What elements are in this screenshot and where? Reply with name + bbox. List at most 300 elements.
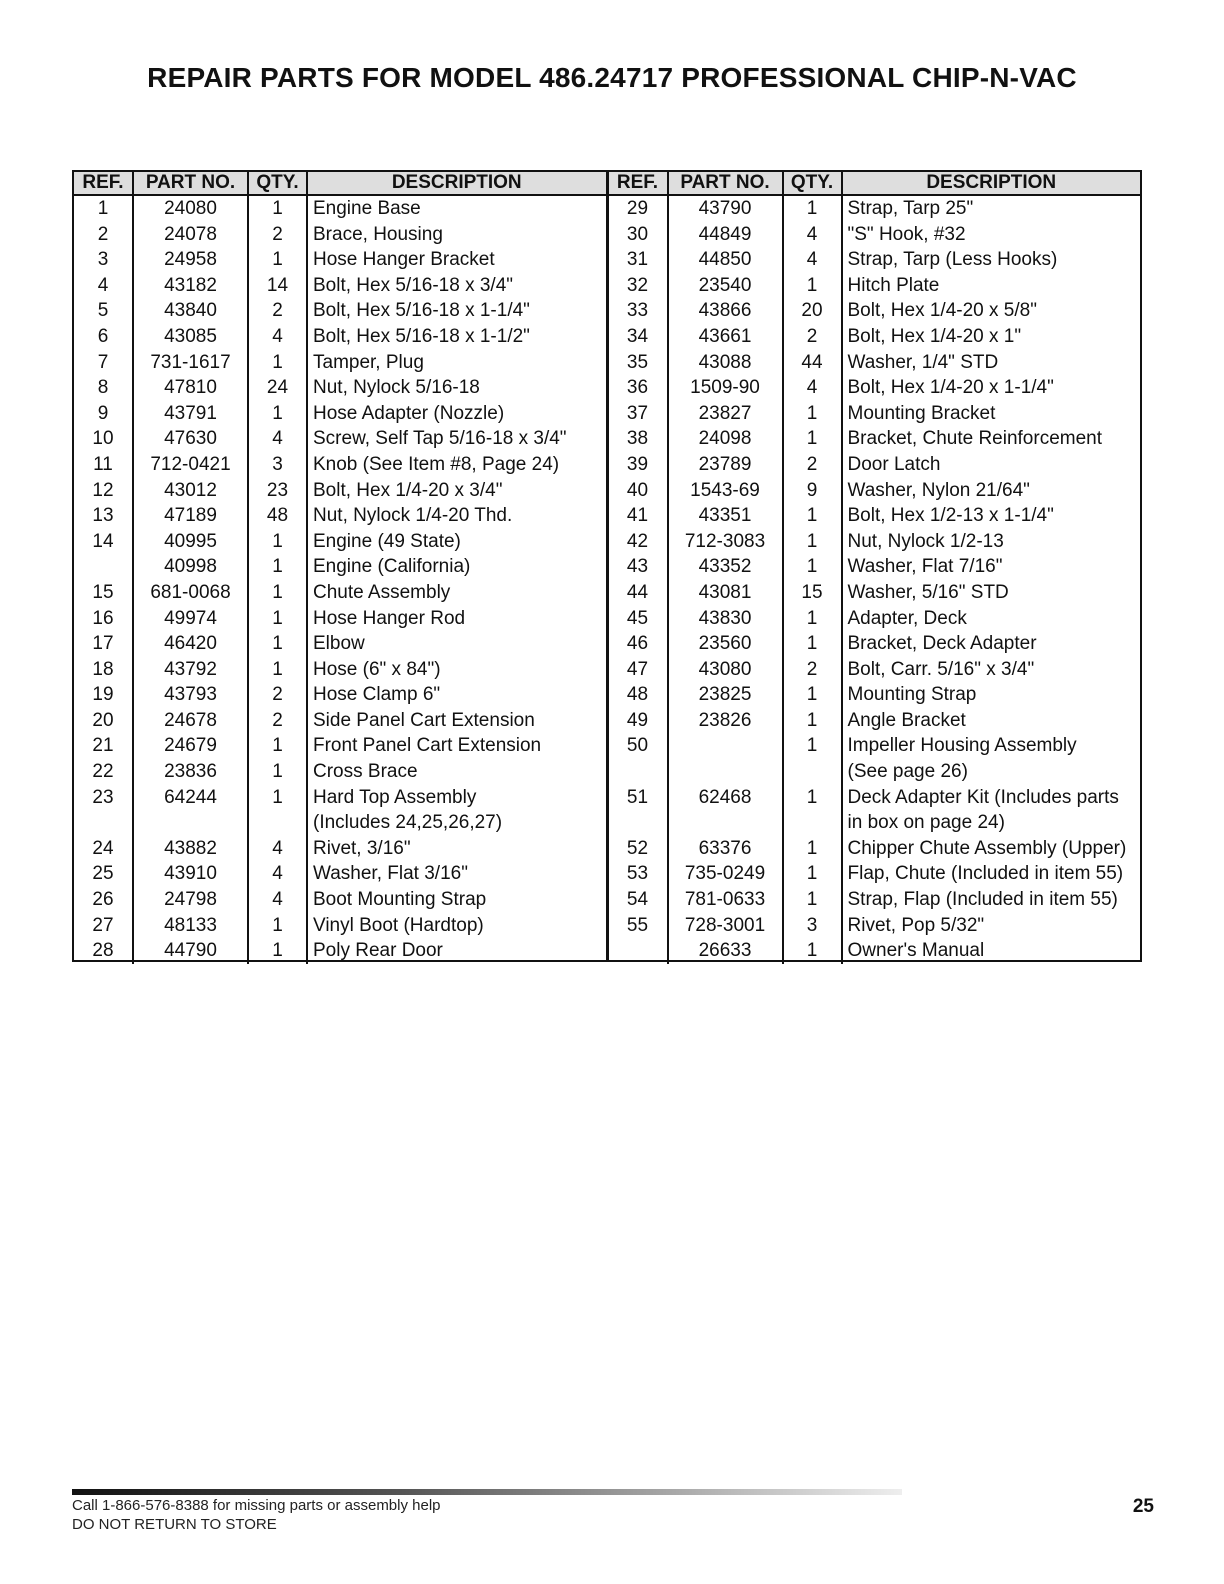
description-cell: Washer, 5/16" STD	[842, 580, 1141, 606]
description-cell: Front Panel Cart Extension	[307, 733, 606, 759]
ref-cell: 1	[97, 198, 109, 219]
description-cell: Engine (California)	[307, 554, 606, 580]
qty-cell: 20	[783, 298, 842, 324]
description-cell: Bolt, Hex 5/16-18 x 1-1/2"	[307, 324, 606, 350]
table-row	[609, 426, 1141, 452]
table-row	[74, 195, 606, 222]
description-cell: Tamper, Plug	[307, 350, 606, 376]
part-no-cell: 712-3083	[668, 529, 783, 555]
description-cell: Nut, Nylock 5/16-18	[307, 375, 606, 401]
part-no-cell: 43866	[668, 298, 783, 324]
qty-cell: 1	[783, 606, 842, 632]
qty-cell: 1	[783, 503, 842, 529]
table-row	[74, 759, 606, 785]
parts-table	[72, 170, 1142, 962]
header-row	[609, 172, 1141, 195]
table-row	[609, 529, 1141, 555]
part-no-cell: 23826	[668, 708, 783, 734]
description-cell: Vinyl Boot (Hardtop)	[307, 913, 606, 939]
description-cell: "S" Hook, #32	[842, 222, 1141, 248]
ref-cell: 31	[626, 249, 649, 271]
table-row	[74, 273, 606, 299]
part-no-cell: 46420	[133, 631, 248, 657]
ref-cell: 50	[626, 735, 649, 757]
description-cell: Bolt, Hex 1/4-20 x 3/4"	[307, 478, 606, 504]
qty-cell: 1	[248, 785, 307, 811]
description-header: DESCRIPTION	[842, 172, 1141, 195]
ref-cell: 53	[626, 863, 649, 885]
description-cell: Bolt, Hex 5/16-18 x 3/4"	[307, 273, 606, 299]
description-cell: Hose Adapter (Nozzle)	[307, 401, 606, 427]
qty-cell: 1	[783, 733, 842, 759]
description-cell: (Includes 24,25,26,27)	[307, 810, 606, 836]
ref-cell: 16	[92, 607, 114, 629]
description-cell: Rivet, Pop 5/32"	[842, 913, 1141, 939]
table-row	[74, 938, 606, 964]
description-cell: Chipper Chute Assembly (Upper)	[842, 836, 1141, 862]
qty-cell: 4	[783, 375, 842, 401]
part-no-cell: 43882	[133, 836, 248, 862]
help-line: Call 1-866-576-8388 for missing parts or assembly help	[72, 1497, 441, 1514]
part-no-cell: 1509-90	[668, 375, 783, 401]
ref-header: REF.	[74, 172, 133, 195]
qty-cell: 1	[783, 554, 842, 580]
description-cell: Hitch Plate	[842, 273, 1141, 299]
part-no-cell	[668, 733, 783, 759]
ref-cell: 25	[92, 863, 114, 885]
part-no-cell: 43840	[133, 298, 248, 324]
part-no-cell: 681-0068	[133, 580, 248, 606]
ref-cell	[609, 810, 668, 836]
ref-cell: 49	[626, 709, 649, 731]
ref-cell: 44	[626, 581, 649, 603]
ref-cell: 39	[626, 453, 649, 475]
qty-cell: 23	[248, 478, 307, 504]
table-row	[609, 580, 1141, 606]
part-no-cell: 23789	[668, 452, 783, 478]
table-row	[609, 733, 1141, 759]
description-cell: Bolt, Hex 1/4-20 x 5/8"	[842, 298, 1141, 324]
table-row	[74, 708, 606, 734]
description-cell: Bolt, Hex 5/16-18 x 1-1/4"	[307, 298, 606, 324]
qty-cell: 2	[783, 324, 842, 350]
ref-cell: 21	[92, 735, 114, 757]
qty-cell: 2	[248, 222, 307, 248]
table-row	[609, 631, 1141, 657]
qty-cell: 1	[783, 426, 842, 452]
description-cell: Mounting Bracket	[842, 401, 1141, 427]
table-row	[74, 375, 606, 401]
part-no-cell: 43792	[133, 657, 248, 683]
ref-cell: 26	[92, 889, 114, 911]
description-cell: Engine Base	[307, 195, 606, 222]
part-no-cell: 43352	[668, 554, 783, 580]
qty-cell: 1	[248, 247, 307, 273]
description-cell: Nut, Nylock 1/4-20 Thd.	[307, 503, 606, 529]
table-row	[609, 682, 1141, 708]
part-no-header: PART NO.	[668, 172, 783, 195]
qty-cell: 48	[248, 503, 307, 529]
description-cell: Washer, Nylon 21/64"	[842, 478, 1141, 504]
table-row	[609, 708, 1141, 734]
qty-cell: 2	[248, 298, 307, 324]
part-no-cell: 43830	[668, 606, 783, 632]
qty-cell: 1	[783, 195, 842, 222]
part-no-cell: 24679	[133, 733, 248, 759]
part-no-cell: 1543-69	[668, 478, 783, 504]
part-no-cell: 43661	[668, 324, 783, 350]
part-no-cell	[668, 810, 783, 836]
part-no-cell: 23825	[668, 682, 783, 708]
ref-cell: 48	[626, 684, 649, 706]
ref-cell: 7	[97, 351, 109, 373]
ref-cell: 20	[92, 709, 114, 731]
part-no-cell: 731-1617	[133, 350, 248, 376]
qty-cell: 1	[248, 733, 307, 759]
qty-cell: 4	[783, 222, 842, 248]
qty-cell: 14	[248, 273, 307, 299]
part-no-cell	[133, 810, 248, 836]
ref-cell: 47	[626, 658, 649, 680]
table-row	[609, 478, 1141, 504]
qty-cell: 1	[248, 606, 307, 632]
qty-cell: 2	[783, 657, 842, 683]
part-no-cell: 47189	[133, 503, 248, 529]
ref-cell: 10	[92, 428, 114, 450]
description-cell: Elbow	[307, 631, 606, 657]
description-cell: Adapter, Deck	[842, 606, 1141, 632]
table-row	[609, 810, 1141, 836]
ref-cell: 40	[626, 479, 649, 501]
part-no-cell: 43085	[133, 324, 248, 350]
description-cell: Owner's Manual	[842, 938, 1141, 964]
part-no-cell: 23836	[133, 759, 248, 785]
qty-cell	[783, 810, 842, 836]
description-cell: Cross Brace	[307, 759, 606, 785]
ref-cell: 24	[92, 837, 114, 859]
part-no-cell: 24098	[668, 426, 783, 452]
table-row	[609, 401, 1141, 427]
part-no-cell: 48133	[133, 913, 248, 939]
description-cell: Hose Hanger Rod	[307, 606, 606, 632]
ref-cell: 18	[92, 658, 114, 680]
part-no-cell: 24958	[133, 247, 248, 273]
table-row	[609, 298, 1141, 324]
ref-cell: 52	[626, 837, 649, 859]
description-cell: Knob (See Item #8, Page 24)	[307, 452, 606, 478]
table-row	[609, 938, 1141, 964]
ref-cell: 23	[92, 786, 114, 808]
part-no-cell: 26633	[668, 938, 783, 964]
ref-cell: 15	[92, 581, 114, 603]
ref-cell: 27	[92, 914, 114, 936]
table-row	[74, 785, 606, 811]
qty-cell: 9	[783, 478, 842, 504]
part-no-cell: 781-0633	[668, 887, 783, 913]
ref-cell: 2	[97, 223, 109, 245]
table-row	[609, 247, 1141, 273]
description-cell: Angle Bracket	[842, 708, 1141, 734]
description-cell: (See page 26)	[842, 759, 1141, 785]
ref-cell: 5	[97, 300, 109, 322]
part-no-cell: 712-0421	[133, 452, 248, 478]
qty-cell: 1	[783, 682, 842, 708]
table-row	[74, 478, 606, 504]
parts-table-right-grid	[609, 172, 1141, 964]
description-cell: Hose Hanger Bracket	[307, 247, 606, 273]
description-cell: Hose (6" x 84")	[307, 657, 606, 683]
table-row	[74, 631, 606, 657]
table-row	[74, 810, 606, 836]
header-row	[74, 172, 606, 195]
part-no-cell: 43012	[133, 478, 248, 504]
description-cell: Nut, Nylock 1/2-13	[842, 529, 1141, 555]
description-cell: Deck Adapter Kit (Includes parts	[842, 785, 1141, 811]
part-no-cell: 47630	[133, 426, 248, 452]
table-row	[74, 401, 606, 427]
part-no-cell: 43351	[668, 503, 783, 529]
description-cell: Poly Rear Door	[307, 938, 606, 964]
ref-cell	[609, 938, 668, 964]
qty-cell: 4	[248, 836, 307, 862]
description-cell: Bracket, Chute Reinforcement	[842, 426, 1141, 452]
table-row	[609, 503, 1141, 529]
table-row	[609, 195, 1141, 222]
ref-cell: 38	[626, 428, 649, 450]
ref-cell: 41	[626, 505, 649, 527]
description-cell: Flap, Chute (Included in item 55)	[842, 861, 1141, 887]
part-no-cell: 43793	[133, 682, 248, 708]
table-row	[609, 785, 1141, 811]
table-row	[609, 657, 1141, 683]
description-header: DESCRIPTION	[307, 172, 606, 195]
table-row	[74, 298, 606, 324]
qty-cell: 1	[248, 195, 307, 222]
table-row	[74, 913, 606, 939]
part-no-cell: 23560	[668, 631, 783, 657]
ref-cell	[609, 759, 668, 785]
table-row	[74, 733, 606, 759]
part-no-cell: 23827	[668, 401, 783, 427]
ref-cell: 55	[626, 914, 649, 936]
qty-cell: 1	[783, 529, 842, 555]
qty-cell: 1	[248, 759, 307, 785]
description-cell: Rivet, 3/16"	[307, 836, 606, 862]
ref-cell: 9	[97, 402, 109, 424]
description-cell: Brace, Housing	[307, 222, 606, 248]
part-no-cell: 40995	[133, 529, 248, 555]
table-row	[74, 554, 606, 580]
qty-header: QTY.	[783, 172, 842, 195]
description-cell: Strap, Tarp (Less Hooks)	[842, 247, 1141, 273]
qty-cell: 1	[783, 631, 842, 657]
description-cell: Impeller Housing Assembly	[842, 733, 1141, 759]
ref-cell: 34	[626, 325, 649, 347]
part-no-cell: 24678	[133, 708, 248, 734]
description-cell: Bolt, Carr. 5/16" x 3/4"	[842, 657, 1141, 683]
ref-cell: 11	[93, 453, 113, 475]
qty-cell: 4	[248, 324, 307, 350]
table-row	[609, 222, 1141, 248]
ref-cell: 46	[626, 633, 649, 655]
part-no-cell: 64244	[133, 785, 248, 811]
qty-cell: 4	[248, 861, 307, 887]
description-cell: Screw, Self Tap 5/16-18 x 3/4"	[307, 426, 606, 452]
description-cell: Bolt, Hex 1/4-20 x 1-1/4"	[842, 375, 1141, 401]
description-cell: Bolt, Hex 1/2-13 x 1-1/4"	[842, 503, 1141, 529]
description-cell: Bolt, Hex 1/4-20 x 1"	[842, 324, 1141, 350]
description-cell: Washer, Flat 3/16"	[307, 861, 606, 887]
qty-cell	[783, 759, 842, 785]
qty-cell: 1	[783, 708, 842, 734]
qty-cell: 4	[783, 247, 842, 273]
qty-cell: 4	[248, 426, 307, 452]
description-cell: Strap, Flap (Included in item 55)	[842, 887, 1141, 913]
footer-divider	[72, 1489, 902, 1495]
qty-cell: 1	[783, 401, 842, 427]
table-row	[74, 887, 606, 913]
part-no-cell: 40998	[133, 554, 248, 580]
qty-cell: 3	[248, 452, 307, 478]
ref-cell: 4	[97, 274, 109, 296]
part-no-cell: 43791	[133, 401, 248, 427]
ref-cell: 12	[92, 479, 114, 501]
qty-cell: 1	[783, 785, 842, 811]
ref-cell: 14	[92, 530, 114, 552]
table-row	[609, 554, 1141, 580]
ref-cell: 29	[626, 198, 649, 219]
table-row	[74, 452, 606, 478]
qty-cell: 1	[783, 938, 842, 964]
qty-cell: 1	[248, 913, 307, 939]
qty-cell: 1	[248, 631, 307, 657]
ref-cell	[74, 810, 133, 836]
part-no-cell: 44850	[668, 247, 783, 273]
table-row	[74, 247, 606, 273]
qty-cell: 2	[248, 682, 307, 708]
description-cell: Washer, 1/4" STD	[842, 350, 1141, 376]
table-row	[74, 426, 606, 452]
table-row	[609, 452, 1141, 478]
table-row	[609, 861, 1141, 887]
parts-list-left	[74, 195, 606, 964]
description-cell: in box on page 24)	[842, 810, 1141, 836]
description-cell: Bracket, Deck Adapter	[842, 631, 1141, 657]
table-row	[74, 324, 606, 350]
qty-cell: 2	[248, 708, 307, 734]
table-row	[74, 836, 606, 862]
table-row	[609, 324, 1141, 350]
qty-cell: 1	[248, 657, 307, 683]
qty-cell: 2	[783, 452, 842, 478]
ref-cell: 54	[626, 889, 649, 911]
qty-cell: 15	[783, 580, 842, 606]
table-row	[609, 273, 1141, 299]
description-cell: Hard Top Assembly	[307, 785, 606, 811]
part-no-cell: 24078	[133, 222, 248, 248]
ref-cell: 8	[97, 377, 109, 399]
qty-cell: 44	[783, 350, 842, 376]
ref-cell: 36	[626, 377, 649, 399]
parts-table-left	[74, 172, 606, 960]
part-no-cell: 24798	[133, 887, 248, 913]
ref-cell	[74, 554, 133, 580]
qty-cell: 24	[248, 375, 307, 401]
parts-table-right	[606, 172, 1141, 960]
description-cell: Mounting Strap	[842, 682, 1141, 708]
ref-cell: 6	[97, 325, 109, 347]
qty-cell: 1	[783, 887, 842, 913]
page-number: 25	[1132, 1496, 1154, 1517]
description-cell: Boot Mounting Strap	[307, 887, 606, 913]
ref-cell: 32	[626, 274, 649, 296]
part-no-cell: 728-3001	[668, 913, 783, 939]
ref-cell: 43	[626, 556, 649, 578]
part-no-cell: 43790	[668, 195, 783, 222]
table-row	[74, 350, 606, 376]
part-no-cell: 43081	[668, 580, 783, 606]
part-no-cell: 735-0249	[668, 861, 783, 887]
table-row	[74, 861, 606, 887]
parts-table-left-grid	[74, 172, 606, 964]
ref-cell: 28	[92, 940, 114, 962]
return-notice: DO NOT RETURN TO STORE	[72, 1516, 277, 1533]
qty-cell	[248, 810, 307, 836]
qty-cell: 4	[248, 887, 307, 913]
table-row	[609, 887, 1141, 913]
page-title: REPAIR PARTS FOR MODEL 486.24717 PROFESSIONAL CHIP-N-VAC	[147, 62, 1077, 93]
parts-list-right	[609, 195, 1141, 964]
part-no-cell	[668, 759, 783, 785]
qty-cell: 1	[783, 861, 842, 887]
table-row	[609, 606, 1141, 632]
ref-cell: 42	[626, 530, 649, 552]
table-row	[74, 682, 606, 708]
description-cell: Chute Assembly	[307, 580, 606, 606]
part-no-cell: 63376	[668, 836, 783, 862]
ref-header: REF.	[609, 172, 668, 195]
ref-cell: 30	[626, 223, 649, 245]
part-no-cell: 43080	[668, 657, 783, 683]
ref-cell: 51	[626, 786, 649, 808]
ref-cell: 33	[626, 300, 649, 322]
description-cell: Door Latch	[842, 452, 1141, 478]
description-cell: Hose Clamp 6"	[307, 682, 606, 708]
description-cell: Engine (49 State)	[307, 529, 606, 555]
table-row	[74, 657, 606, 683]
ref-cell: 17	[92, 633, 114, 655]
table-row	[74, 222, 606, 248]
part-no-cell: 43088	[668, 350, 783, 376]
description-cell: Washer, Flat 7/16"	[842, 554, 1141, 580]
part-no-cell: 47810	[133, 375, 248, 401]
qty-cell: 3	[783, 913, 842, 939]
ref-cell: 45	[626, 607, 649, 629]
table-row	[609, 375, 1141, 401]
qty-cell: 1	[783, 836, 842, 862]
qty-cell: 1	[248, 554, 307, 580]
ref-cell: 13	[92, 505, 114, 527]
qty-cell: 1	[248, 938, 307, 964]
description-cell: Strap, Tarp 25"	[842, 195, 1141, 222]
qty-cell: 1	[248, 580, 307, 606]
part-no-cell: 49974	[133, 606, 248, 632]
qty-cell: 1	[248, 401, 307, 427]
part-no-cell: 23540	[668, 273, 783, 299]
table-row	[609, 913, 1141, 939]
table-row	[609, 350, 1141, 376]
qty-cell: 1	[248, 529, 307, 555]
